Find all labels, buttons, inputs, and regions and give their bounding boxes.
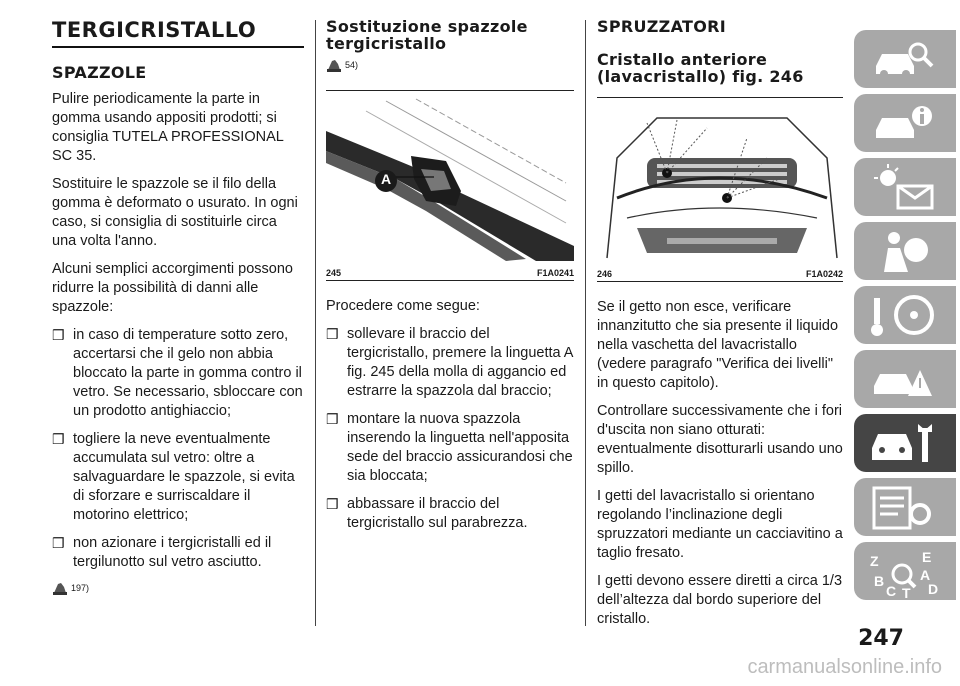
paragraph: Procedere come segue: xyxy=(326,298,480,314)
svg-text:Z: Z xyxy=(870,553,879,569)
section-title: Sostituzione spazzole tergicristallo xyxy=(326,17,528,53)
alphabet-index-icon xyxy=(868,548,946,600)
column-divider xyxy=(315,20,316,626)
subsection-title: SPAZZOLE xyxy=(52,63,147,82)
figure-number: 245 xyxy=(326,268,342,278)
tab-starting-driving[interactable] xyxy=(854,286,956,344)
subsection-title: Cristallo anteriore (lavacristallo) fig. 246 xyxy=(597,50,804,86)
figure-number: 246 xyxy=(597,269,613,279)
bullet-item: ❒ non azionare i tergicristalli ed il tergilunotto sul vetro asciutto. xyxy=(52,535,272,570)
figure-code: F1A0242 xyxy=(805,269,843,279)
bullet-item: ❒ sollevare il braccio del tergicristallo, premere la linguetta A fig. 245 della molla di aggancio ed estrarre la spazzola dal braccio; xyxy=(326,326,573,399)
warning-hand-icon xyxy=(52,581,68,595)
section-title: TERGICRISTALLO xyxy=(52,18,304,48)
svg-text:E: E xyxy=(922,549,932,565)
svg-text:A: A xyxy=(920,567,931,583)
figure-code: F1A0241 xyxy=(536,268,574,278)
tab-car-info[interactable] xyxy=(854,94,956,152)
paragraph: I getti devono essere diretti a circa 1/3 dell’altezza dal bordo superiore del cristallo. xyxy=(597,573,843,627)
tab-technical-data[interactable] xyxy=(854,478,956,536)
svg-text:C: C xyxy=(886,583,897,599)
column-washers xyxy=(597,18,843,638)
paragraph: I getti del lavacristallo si orientano regolando l’inclinazione degli spruzzatori mediante un cacciavitino a taglio fresato. xyxy=(597,488,843,561)
column-divider xyxy=(585,20,586,626)
car-info-icon xyxy=(868,100,938,146)
bullet-item: ❒ togliere la neve eventualmente accumulata sul vetro: oltre a salvaguardare le spazzole, si evita di sforzare e surriscaldare il motorino elettrico; xyxy=(52,431,295,523)
section-title: SPRUZZATORI xyxy=(597,17,726,36)
page-number: 247 xyxy=(858,626,904,651)
paragraph: Controllare successivamente che i fori d'uscita non siano otturati: eventualmente disotturarli usando uno spillo. xyxy=(597,403,843,476)
wiper-blade-illustration xyxy=(326,91,574,261)
figure-caption xyxy=(597,267,843,281)
svg-text:D: D xyxy=(928,581,939,597)
bullet-item: ❒ montare la nuova spazzola inserendo la linguetta nell'apposita sede del braccio assicurandosi che sia bloccata; xyxy=(326,411,573,484)
light-warning-icon xyxy=(868,164,938,210)
column-wiper xyxy=(52,18,304,595)
bullet-item: ❒ in caso di temperature sotto zero, accertarsi che il gelo non abbia bloccato la parte in gomma contro il vetro. Se necessario, sbloccare con un prodotto antighiaccio; xyxy=(52,327,303,419)
warning-hand-icon xyxy=(326,58,342,72)
paragraph: Sostituire le spazzole se il filo della gomma è deformato o usurato. In ogni caso, si consiglia di sostituirle circa una volta l'anno. xyxy=(52,176,298,249)
car-warning-icon xyxy=(868,356,938,402)
watermark: carmanualsonline.info xyxy=(747,656,942,678)
paragraph: Pulire periodicamente la parte in gomma usando appositi prodotti; si consiglia TUTELA PROFESSIONAL SC 35. xyxy=(52,91,284,164)
figure-caption xyxy=(326,266,574,280)
spec-list-gear-icon xyxy=(868,484,938,530)
figure-245 xyxy=(326,90,574,281)
tab-emergency[interactable] xyxy=(854,350,956,408)
paragraph: Alcuni semplici accorgimenti possono ridurre la possibilità di danni alle spazzole: xyxy=(52,261,293,315)
figure-246 xyxy=(597,97,843,282)
tab-car-search[interactable] xyxy=(854,30,956,88)
svg-text:B: B xyxy=(874,573,885,589)
tab-index[interactable] xyxy=(854,542,956,600)
svg-text:T: T xyxy=(902,585,911,600)
steering-key-icon xyxy=(868,292,938,338)
car-search-icon xyxy=(868,36,938,82)
airbag-person-icon xyxy=(868,228,938,274)
paragraph: Se il getto non esce, verificare innanzitutto che sia presente il liquido nella vaschetta del lavacristallo (vedere paragrafo "Verifica dei livelli" in questo capitolo). xyxy=(597,299,839,391)
tab-safety[interactable] xyxy=(854,222,956,280)
column-brush-replacement xyxy=(326,18,574,542)
callout-label: A xyxy=(381,171,392,187)
car-front-washer-illustration xyxy=(597,98,843,262)
car-wrench-icon xyxy=(868,420,938,466)
bullet-item: ❒ abbassare il braccio del tergicristallo sul parabrezza. xyxy=(326,496,528,531)
tab-lights-warnings[interactable] xyxy=(854,158,956,216)
warning-reference[interactable]: 197) xyxy=(52,581,304,595)
tab-maintenance[interactable] xyxy=(854,414,956,472)
warning-reference[interactable]: 54) xyxy=(326,58,574,72)
